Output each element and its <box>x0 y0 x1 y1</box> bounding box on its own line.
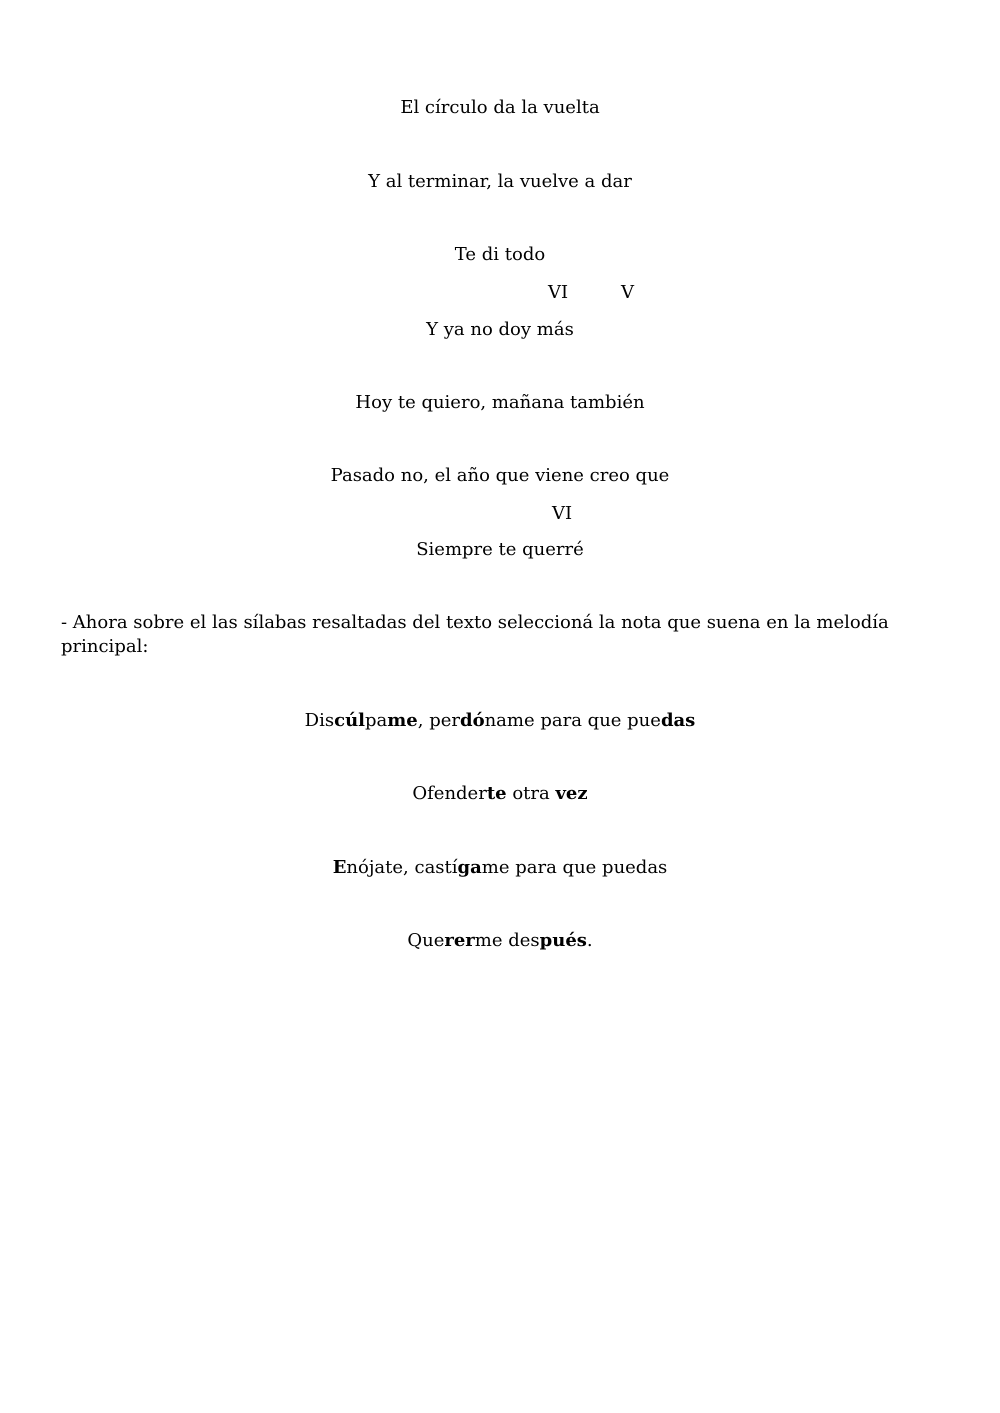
highlighted-syllable: pués <box>539 930 587 951</box>
lyric-segment: . <box>586 930 593 951</box>
lyric-line-7: Siempre te querré <box>416 539 584 560</box>
lyric-segment: name para que pue <box>484 710 661 731</box>
exercise-line-2 <box>0 783 1000 805</box>
highlighted-syllable: ga <box>457 857 482 878</box>
exercise-line-1 <box>0 710 1000 732</box>
highlighted-syllable: E <box>332 857 347 878</box>
lyric-segment: pa <box>365 710 388 731</box>
lyric-segment: Ofender <box>412 783 487 804</box>
chord-mark-vi: VI <box>552 503 573 524</box>
lyric-line-6: Pasado no, el año que viene creo que <box>330 465 670 486</box>
highlighted-syllable: me <box>387 710 418 731</box>
highlighted-syllable: dó <box>460 710 485 731</box>
chord-mark-v: V <box>621 282 634 303</box>
lyric-segment: me para que puedas <box>481 857 668 878</box>
highlighted-syllable: das <box>660 710 696 731</box>
highlighted-syllable: cúl <box>334 710 365 731</box>
lyric-segment: me des <box>474 930 540 951</box>
lyric-line-5: Hoy te quiero, mañana también <box>355 392 645 413</box>
lyric-segment: otra <box>506 783 556 804</box>
lyric-line-2: Y al terminar, la vuelve a dar <box>368 171 632 192</box>
highlighted-syllable: te <box>486 783 507 804</box>
lyric-line-3: Te di todo <box>454 244 546 265</box>
highlighted-syllable: rer <box>444 930 475 951</box>
lyric-segment: , per <box>417 710 460 731</box>
exercise-line-4 <box>0 930 1000 952</box>
exercise-line-3 <box>0 857 1000 879</box>
chord-mark-vi: VI <box>548 282 569 303</box>
lyric-line-4: Y ya no doy más <box>426 319 574 340</box>
highlighted-syllable: vez <box>555 783 588 804</box>
lyric-line-1: El círculo da la vuelta <box>400 97 600 118</box>
lyric-segment: Que <box>407 930 445 951</box>
lyric-segment: Dis <box>304 710 335 731</box>
lyric-segment: nójate, castí <box>346 857 458 878</box>
instruction-text: - Ahora sobre el las sílabas resaltadas del texto seleccioná la nota que suena en la melodía principal: <box>61 612 889 657</box>
